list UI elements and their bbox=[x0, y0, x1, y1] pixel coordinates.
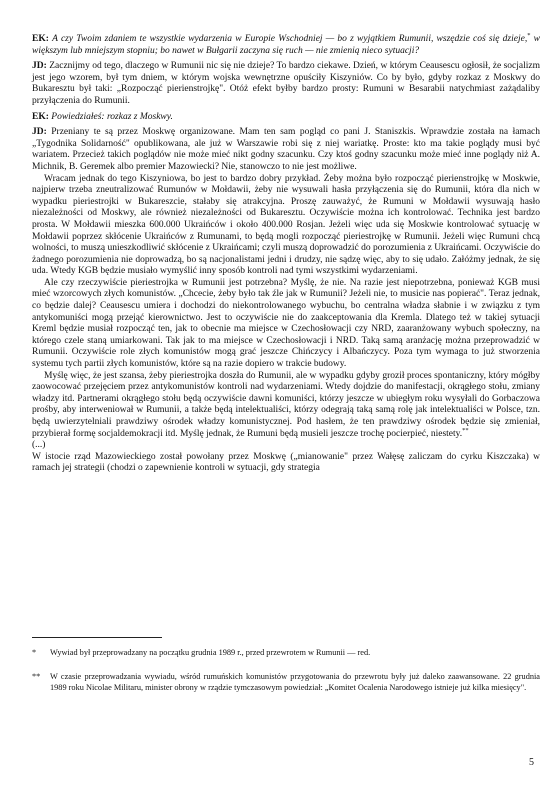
paragraph-text: Myślę więc, że jest szansa, żeby pieriestrojka doszła do Rumunii, ale w wypadku gdyby groził proces spontaniczny, który mógłby zaowocować przejęciem przez antykomunistów kontroli nad wydarzeniami. Wtedy dojdzie do manifestacji, okrągłego stołu, zmiany władzy itd. Partnerami okrągłego stołu będą oczywiście dawni komuniści, którzy jeszcze w ubiegłym roku wysyłali do Gorbaczowa prośby, aby interweniował w Rumunii, a także będą intelektualiści, którzy odegrają taką samą rolę jak intelektualiści w Polsce, tzn. będą uwierzytelniali prawdziwy ośrodek władzy komunistycznej. Pod hasłem, że ten prawdziwy ośrodek będzie się zmieniał, przybierał formę socjaldemokracji itd. Myślę jednak, że Rumuni będą musieli jeszcze trochę pocierpieć, niestety. bbox=[32, 370, 540, 439]
question-text-cont: w większym lub mniejszym stopniu; bo nawet w Bułgarii zaczyna się ruch — nie zmienią nieco sytuacji? bbox=[32, 34, 541, 56]
paragraph-kiszyniow: Wracam jednak do tego Kiszyniowa, bo jest to bardzo dobry przykład. Żeby można było rozpocząć pierienstrojkę w Moskwie, najpierw trzeba zneutralizować Rumunów w Mołdawii, żeby nie wysuwali hasła przyłączenia się do Rumunii, która dla nich w wypadku pieriestrojki w Bukareszcie, stałaby się atrakcyjna. Proszę zauważyć, że Rumuni w Mołdawii wysuwają hasło niezależności od Moskwy, ale również niezależności od Bukaresztu. Oczywiście można ich kontrolować. Technika jest bardzo prosta. W Mołdawii mieszka 600.000 Ukraińców i około 400.000 Rosjan. Jeżeli więc uda się Moskwie kontrolować sytuację w Mołdawii poprzez skłócenie Ukraińców z Rumunami, to będą mogli rozpocząć pieriestrojkę w Rumunii. Jeżeli więc Rumuni chcą wolności, to muszą unieszkodliwić skłócenie z Ukraińcami; czyli muszą doprowadzić do porozumienia z Ukraińcami. Oczywiście do żadnego porozumienia nie doprowadzą, bo są nacjonalistami jedni i drudzy, nie sądzę więc, aby to się udało. Załóżmy jednak, że się uda. Wtedy KGB będzie musiało wymyślić inny sposób kontroli nad tymi wszystkimi wydarzeniami. bbox=[32, 173, 540, 277]
footnote-ref-1[interactable]: * bbox=[527, 31, 531, 39]
paragraph-jd-answer-2 bbox=[32, 127, 540, 173]
main-text bbox=[32, 31, 541, 475]
footnote-ref-2[interactable]: ** bbox=[462, 426, 469, 434]
footnote-mark: * bbox=[32, 648, 37, 657]
answer-text: Przeniany te są przez Moskwę organizowane. Mam ten sam pogląd co pani J. Staniszkis. Wprawdzie została na łamach „Tygodnika Solidarność" opublikowana, ale już w Warszawie robi się z niej wariatkę. Proste: kto ma takie poglądy musi być wariatem. Przecież takich poglądów nie może mieć nikt godny szacunku. Czy ktoś godny szacunku może mieć inne poglądy niż A. Michnik, B. Geremek albo premier Mazowiecki? Nie, stanowczo to nie jest możliwe. bbox=[32, 127, 541, 172]
speaker-label: EK: bbox=[32, 111, 49, 122]
footnote-text: W czasie przeprowadzania wywiadu, wśród rumuńskich komunistów przygotowania do przewrotu były już daleko zaawansowane. 22 grudnia 1989 roku Nicolae Militaru, minister obrony w rządzie tymczasowym powiedział: „Komitet Ocalenia Narodowego istnieje już kilka miesięcy". bbox=[50, 672, 540, 692]
paragraph-ek-question-2 bbox=[32, 112, 540, 124]
ellipsis: (...) bbox=[32, 440, 46, 451]
footnote-mark: ** bbox=[32, 672, 41, 681]
question-text: A czy Twoim zdaniem te wszystkie wydarzenia w Europie Wschodniej — bo z wyjątkiem Rumunii, wszędzie coś się dzieje, bbox=[52, 34, 528, 44]
paragraph-jd-answer-1 bbox=[32, 61, 540, 107]
footnote-2 bbox=[32, 672, 540, 693]
paragraph-mazowiecki: W istocie rząd Mazowieckiego został powołany przez Moskwę („mianowanie" przez Wałęsę zaliczam do cyrku Kiszczaka) w ramach jej strategii (chodzi o zapewnienie kontroli w sytuacji, gdy strategia bbox=[32, 451, 540, 474]
speaker-label: JD: bbox=[32, 61, 47, 72]
paragraph-ek-question-1 bbox=[32, 31, 541, 57]
footnote-1 bbox=[32, 648, 540, 659]
footnote-divider bbox=[32, 637, 162, 638]
page-number: 5 bbox=[529, 757, 534, 768]
question-text: Powiedziałeś: rozkaz z Moskwy. bbox=[51, 111, 173, 122]
speaker-label: JD: bbox=[32, 127, 47, 138]
paragraph-rumunia-pieriestrojka: Ale czy rzeczywiście pieriestrojka w Rumunii jest potrzebna? Myślę, że nie. Na razie jest niepotrzebna, ponieważ KGB musi mieć wzorcowych złych komunistów. „Chcecie, żeby było tak źle jak w Rumunii? Jeżeli nie, to musicie nas popierać". Teraz jednak, co będzie dalej? Ceausescu umiera i dochodzi do niekontrolowanego wybuchu, bo centralna władza słabnie i w związku z tym antykomuniści mogą przejąć kierownictwo. Jest to oczywiście nie do zaakceptowania dla Kremla. Dlatego też w takiej sytuacji Kreml będzie musiał rozpocząć ten, jak to obecnie ma miejsce w Czechosłowacji czy NRD, zaaranżowany wybuch społeczny, na którego czele staną umiarkowani. Tak jak to ma miejsce w Czechosłowacji i NRD. Taką samą aranżację można przeprowadzić w Rumunii. Oczywiście role złych komunistów mogą grać jeszcze Chińczycy i Albańczycy. Poza tym wymaga to już stworzenia systemu tych partii złych komunistów, które są na razie dopiero w trakcie budowy. bbox=[32, 277, 540, 370]
answer-text: Zacznijmy od tego, dlaczego w Rumunii nic się nie dzieje? To bardzo ciekawe. Dzień, w którym Ceausescu ogłosił, że socjalizm jest jego wzorem, był tym dniem, w którym wojska wewnętrzne opuściły Kiszyniów. Co by było, gdyby rozkaz z Moskwy do Bukaresztu był taki: „Rozpocząć pierienstrojkę". Otóż efekt byłby bardzo prosty: Rumuni w Besarabii natychmiast zażądaliby przyłączenia do Rumunii. bbox=[32, 61, 540, 106]
paragraph-szansa bbox=[32, 371, 540, 441]
footnote-text: Wywiad był przeprowadzany na początku grudnia 1989 r., przed przewrotem w Rumunii — red. bbox=[50, 648, 371, 657]
speaker-label: EK: bbox=[32, 34, 49, 44]
